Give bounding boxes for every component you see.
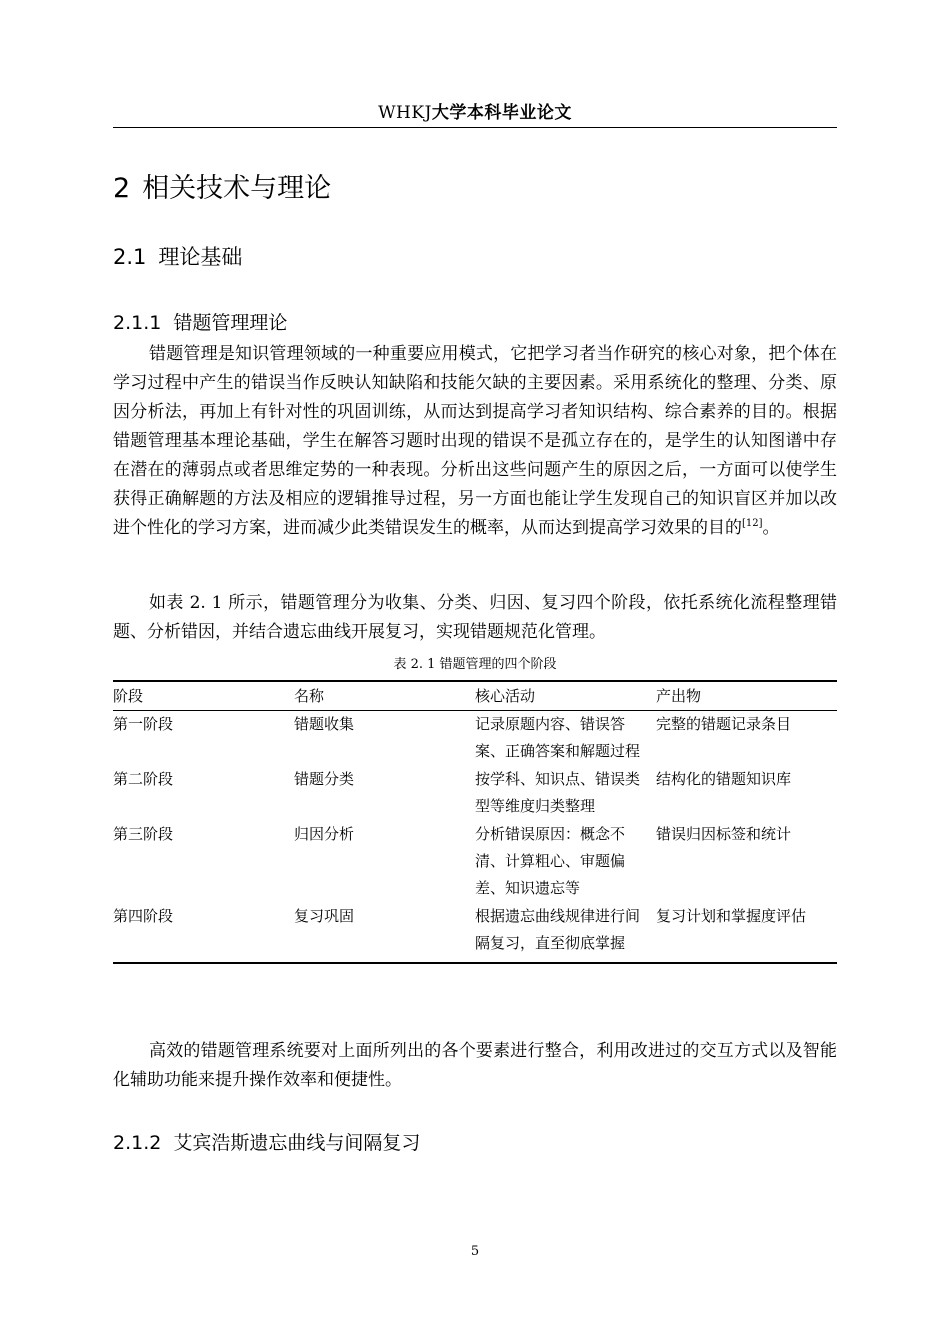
subsection-title: 错题管理理论 — [173, 312, 288, 334]
table-cell: 第三阶段 — [113, 825, 174, 843]
body-paragraph-1 — [113, 340, 837, 543]
table-header-row — [113, 681, 837, 711]
column-header: 阶段 — [113, 681, 294, 711]
table-cell: 根据遗忘曲线规律进行间隔复习，直至彻底掌握 — [475, 903, 656, 963]
table-cell: 分析错误原因：概念不清、计算粗心、审题偏差、知识遗忘等 — [475, 825, 626, 897]
table-cell: 第一阶段 — [113, 715, 174, 733]
table-row — [113, 903, 837, 963]
table-cell: 完整的错题记录条目 — [656, 715, 792, 733]
subsection-heading-2 — [113, 1128, 420, 1155]
table-cell: 复习计划和掌握度评估 — [656, 903, 837, 963]
running-header — [0, 98, 950, 123]
subsection-number: 2.1.2 — [113, 1132, 162, 1154]
running-header-latin: WHKJ — [378, 103, 432, 123]
citation-ref[interactable]: [12] — [742, 518, 763, 529]
running-header-title: 大学本科毕业论文 — [431, 103, 572, 123]
subsection-number: 2.1.1 — [113, 312, 162, 334]
chapter-heading — [113, 166, 331, 205]
page-number: 5 — [470, 1244, 480, 1259]
table-row — [113, 821, 837, 903]
table-caption: 表 2. 1 错题管理的四个阶段 — [393, 657, 557, 672]
section-number: 2.1 — [113, 245, 147, 269]
paragraph-text: 错题管理是知识管理领域的一种重要应用模式，它把学习者当作研究的核心对象，把个体在学习过程中产生的错误当作反映认知缺陷和技能欠缺的主要因素。采用系统化的整理、分类、原因分析法，再加上有针对性的巩固训练，从而达到提高学习者知识结构、综合素养的目的。根据错题管理基本理论基础，学生在解答习题时出现的错误不是孤立存在的，是学生的认知图谱中存在潜在的薄弱点或者思维定势的一种表现。分析出这些问题产生的原因之后，一方面可以使学生获得正确解题的方法及相应的逻辑推导过程，另一方面也能让学生发现自己的知识盲区并加以改进个性化的学习方案，进而减少此类错误发生的概率，从而达到提高学习效果的目的 — [113, 344, 837, 538]
table-cell: 结构化的错题知识库 — [656, 770, 792, 788]
chapter-number: 2 — [113, 173, 131, 204]
table-cell: 按学科、知识点、错误类型等维度归类整理 — [475, 770, 641, 815]
phase-table — [113, 680, 837, 964]
table-cell: 错误归因标签和统计 — [656, 825, 792, 843]
table-cell: 第二阶段 — [113, 770, 174, 788]
body-paragraph-3: 高效的错题管理系统要对上面所列出的各个要素进行整合，利用改进过的交互方式以及智能化辅助功能来提升操作效率和便捷性。 — [113, 1041, 837, 1090]
column-header: 核心活动 — [475, 681, 656, 711]
table-cell: 第四阶段 — [113, 903, 294, 963]
subsection-heading-1 — [113, 308, 287, 335]
section-heading — [113, 241, 242, 271]
table-row — [113, 711, 837, 767]
section-title: 理论基础 — [158, 245, 243, 269]
paragraph-end: 。 — [762, 518, 780, 538]
chapter-title: 相关技术与理论 — [142, 173, 332, 204]
table-cell: 记录原题内容、错误答案、正确答案和解题过程 — [475, 715, 641, 760]
table-cell: 复习巩固 — [294, 903, 475, 963]
table-row — [113, 766, 837, 821]
subsection-title: 艾宾浩斯遗忘曲线与间隔复习 — [173, 1132, 421, 1154]
body-paragraph-2: 如表 2. 1 所示，错题管理分为收集、分类、归因、复习四个阶段，依托系统化流程整理错题、分析错因，并结合遗忘曲线开展复习，实现错题规范化管理。 — [113, 593, 837, 642]
column-header: 名称 — [294, 681, 475, 711]
header-rule — [113, 127, 837, 128]
table-cell: 错题收集 — [294, 715, 355, 733]
table-cell: 归因分析 — [294, 825, 355, 843]
column-header: 产出物 — [656, 681, 837, 711]
table-cell: 错题分类 — [294, 770, 355, 788]
